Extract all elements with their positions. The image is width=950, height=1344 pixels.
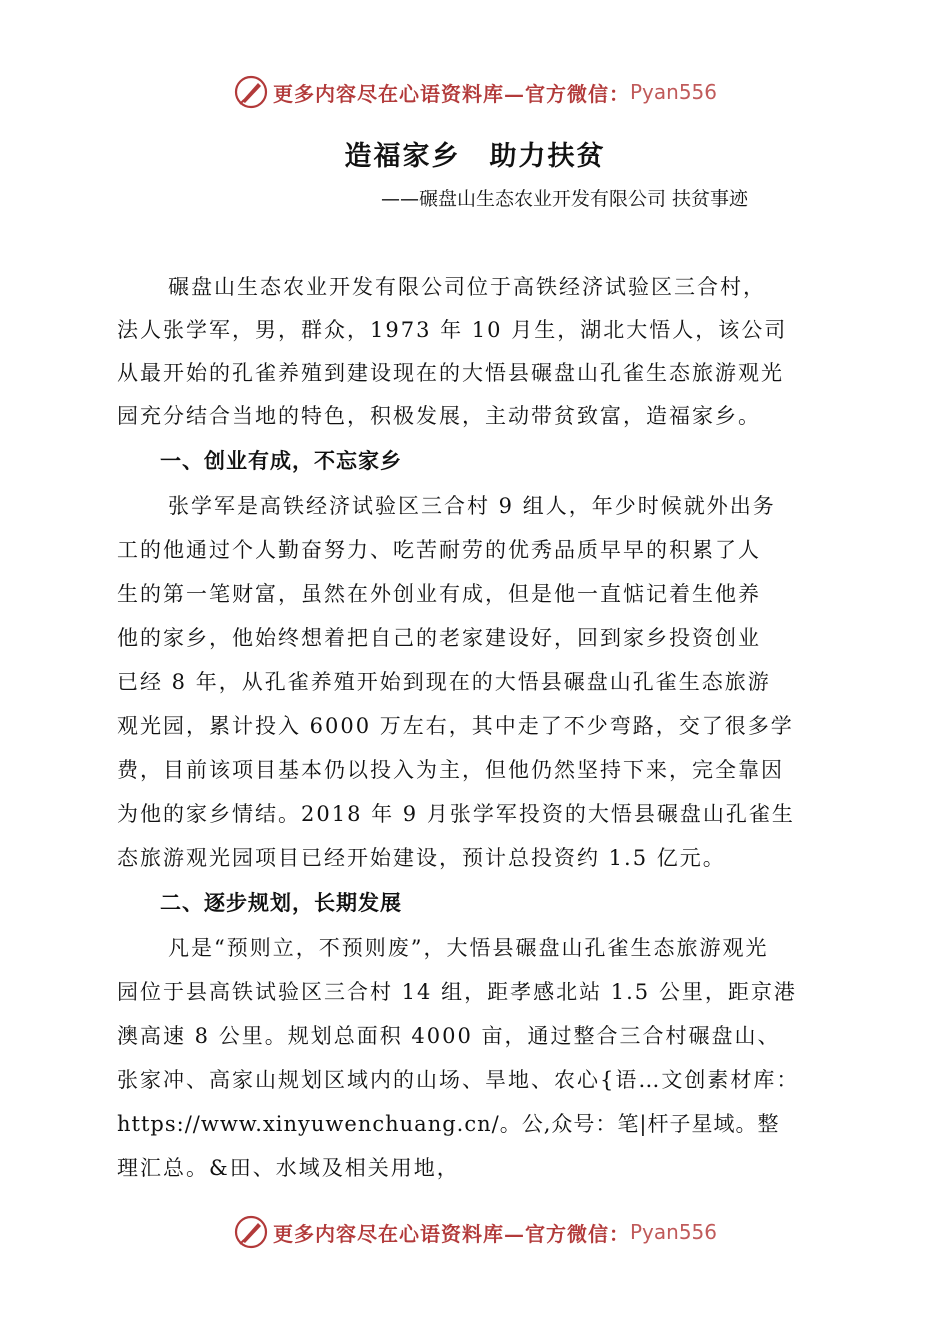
text-line: 从最开始的孔雀养殖到建设现在的大悟县碾盘山孔雀生态旅游观光: [117, 361, 784, 385]
text-line: 法人张学军，男，群众，1973 年 10 月生，湖北大悟人，该公司: [117, 318, 788, 342]
section-heading-1: 一、创业有成，不忘家乡: [160, 449, 402, 473]
text-line: https://www.xinyuwenchuang.cn/。公,众号：笔|杆子星域。整: [117, 1112, 780, 1136]
footer-banner: [0, 1212, 950, 1252]
text-line: 观光园，累计投入 6000 万左右，其中走了不少弯路，交了很多学: [117, 714, 794, 738]
header-banner: [0, 72, 950, 112]
page-subtitle: ——碾盘山生态农业开发有限公司 扶贫事迹: [380, 188, 748, 210]
text-line: 凡是“预则立，不预则废”，大悟县碾盘山孔雀生态旅游观光: [168, 936, 769, 960]
text-line: 已经 8 年，从孔雀养殖开始到现在的大悟县碾盘山孔雀生态旅游: [117, 670, 771, 694]
page-title: 造福家乡 助力扶贫: [344, 141, 606, 172]
text-line: 为他的家乡情结。2018 年 9 月张学军投资的大悟县碾盘山孔雀生: [117, 802, 795, 826]
text-line: 园充分结合当地的特色，积极发展，主动带贫致富，造福家乡。: [117, 404, 761, 428]
text-line: 张家冲、高家山规划区域内的山场、旱地、农心{语…文创素材库：: [117, 1068, 800, 1092]
text-line: 态旅游观光园项目已经开始建设，预计总投资约 1.5 亿元。: [117, 846, 726, 870]
banner-wechat-id: Pyan556: [629, 80, 717, 104]
text-line: 理汇总。&田、水域及相关用地，: [117, 1156, 460, 1180]
text-line: 园位于县高铁试验区三合村 14 组，距孝感北站 1.5 公里，距京港: [117, 980, 797, 1004]
banner-text: 更多内容尽在心语资料库—官方微信：: [272, 1221, 630, 1246]
quill-pen-icon: [233, 1214, 269, 1250]
text-line: 工的他通过个人勤奋努力、吃苦耐劳的优秀品质早早的积累了人: [117, 538, 761, 562]
text-line: 费，目前该项目基本仍以投入为主，但他仍然坚持下来，完全靠因: [117, 758, 784, 782]
text-line: 澳高速 8 公里。规划总面积 4000 亩，通过整合三合村碾盘山、: [117, 1024, 781, 1048]
text-line: 生的第一笔财富，虽然在外创业有成，但是他一直惦记着生他养: [117, 582, 761, 606]
section-heading-2: 二、逐步规划，长期发展: [160, 891, 402, 915]
text-line: 张学军是高铁经济试验区三合村 9 组人，年少时候就外出务: [168, 494, 776, 518]
text-line: 他的家乡，他始终想着把自己的老家建设好，回到家乡投资创业: [117, 626, 761, 650]
banner-text: 更多内容尽在心语资料库—官方微信：: [272, 81, 630, 106]
text-line: 碾盘山生态农业开发有限公司位于高铁经济试验区三合村，: [168, 275, 766, 299]
quill-pen-icon: [233, 74, 269, 110]
banner-wechat-id: Pyan556: [629, 1220, 717, 1244]
